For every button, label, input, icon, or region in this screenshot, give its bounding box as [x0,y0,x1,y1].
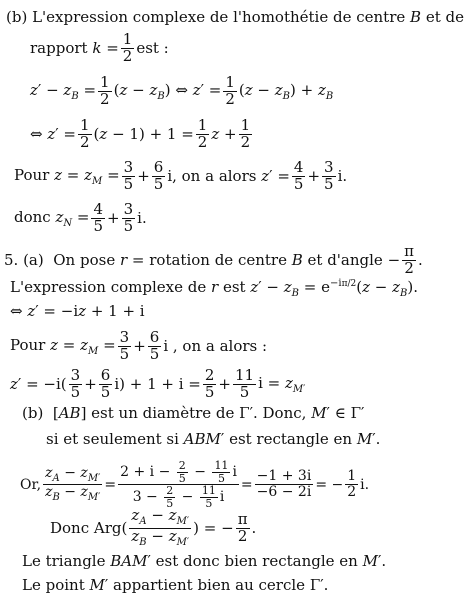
line-iff-right-angle: si et seulement si ABM′ est rectangle en M′. [46,430,381,448]
line-rotation-definition: 5. (a) On pose r = rotation de centre B et d'angle − $\frac{\pi}{2}$ . [4,242,423,277]
line-diameter: (b) [AB] est un diamètre de Γ′. Donc, M′ ∈ Γ′ [22,404,365,422]
line-quotient: Or, $\frac{z_A - z_{M'}}{z_B - z_{M'}}$ = 2 + i − $\frac{2}{5}$ − $\frac{11}{5}$ i 3 − $\frac{2}{5}$ − $\frac{11}{5}$ i = $\frac{-1 + 3i}{-6 - 2i}$ = − $\frac{1}{2}$ i. [20,459,370,510]
line-homothety-title [6,8,464,26]
line-triangle-conclusion: Le triangle BAM′ est donc bien rectangle en M′. [22,552,387,570]
line-argument: Donc Arg( $\frac{z_A - z_{M'}}{z_B - z_{M'}}$ ) = − $\frac{\pi}{2}$ . [50,506,257,548]
line-ratio: rapport k = $\frac{1}{2}$ est : [30,30,169,65]
line-rotation-apply: Pour $z = z_M$ = $\frac{3}{5}$ + $\frac{6}{5}$ i , on a alors : [10,328,268,363]
line-rotation-expression: L'expression complexe de r est $z' - z_B = e^{-i\pi/2}(z - z_B)$. [10,278,419,299]
line-circle-conclusion: Le point M′ appartient bien au cercle Γ′. [22,576,329,594]
homothety-title-text: (b) L'expression complexe de l'homothétie de centre B et de [6,8,464,26]
line-rotation-simplified: ⇔ z′ = −iz + 1 + i [10,302,145,320]
line-equivalence-2: ⇔ z′ = $\frac{1}{2}$ (z − 1) + 1 = $\frac{1}{2}$ z + $\frac{1}{2}$ [30,116,251,151]
line-image-of-M: Pour $z = z_M$ = $\frac{3}{5}$ + $\frac{6}{5}$ i, on a alors z′ = $\frac{4}{5}$ + $\frac{3}{5}$ i. [14,158,348,193]
line-zM-prime: z′ = −i( $\frac{3}{5}$ + $\frac{6}{5}$ i) + 1 + i = $\frac{2}{5}$ + $\frac{11}{5}$ $i = z_{M'}$ [10,366,306,401]
line-zN: donc $z_N$ = $\frac{4}{5}$ + $\frac{3}{5}$ i. [14,200,147,235]
line-equivalence-1: $z' - z_B$ = $\frac{1}{2}$ $(z - z_B)$ ⇔ z′ = $\frac{1}{2}$ $(z - z_B) + z_B$ [30,73,334,108]
